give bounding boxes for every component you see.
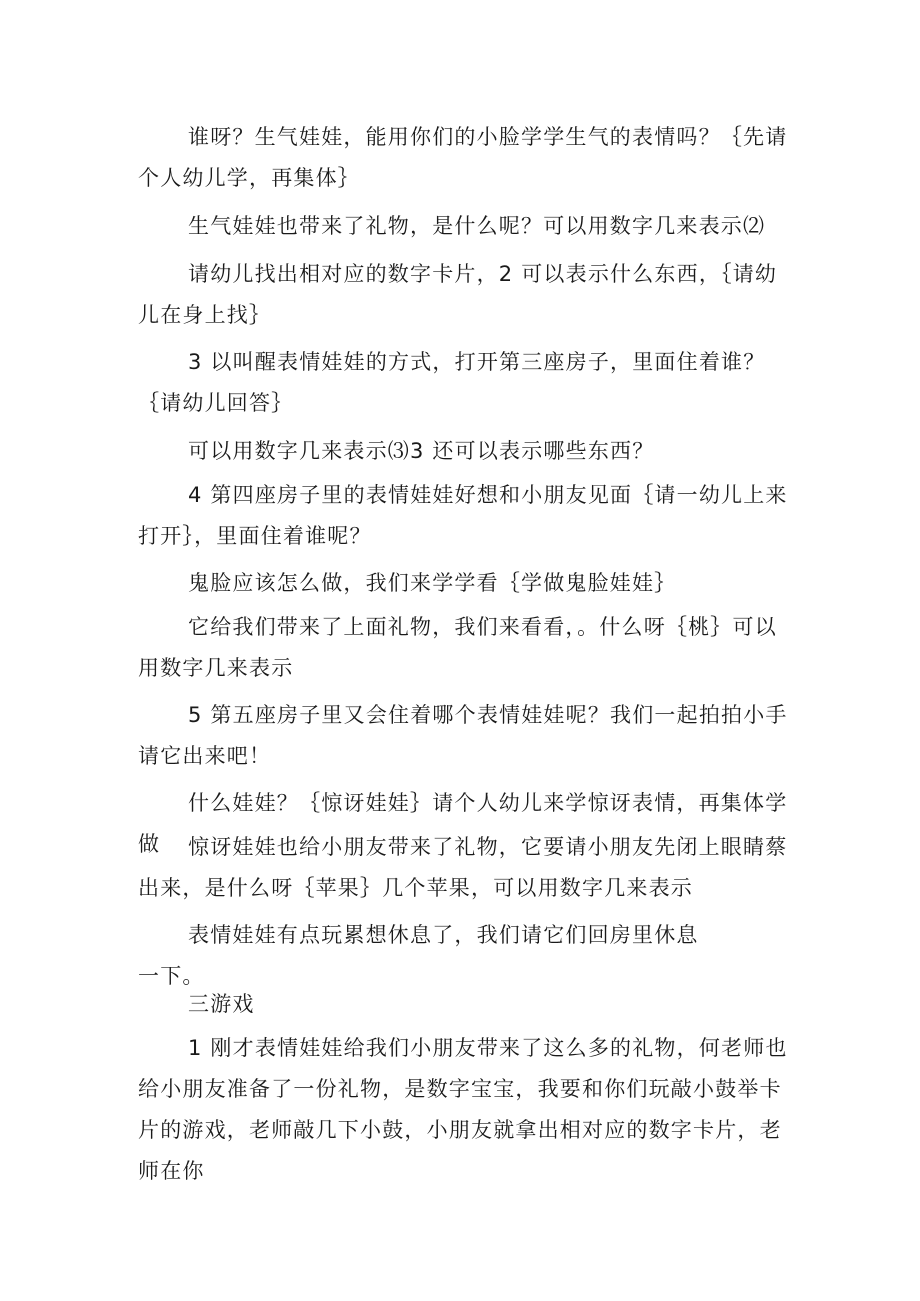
paragraph: 生气娃娃也带来了礼物，是什么呢？可以用数字几来表示⑵ — [188, 214, 766, 238]
paragraph: 什么娃娃？｛惊讶娃娃｝请个人幼儿来学惊讶表情，再集体学做 — [138, 791, 788, 856]
paragraph: 可以用数字几来表示⑶3 还可以表示哪些东西？ — [188, 439, 655, 463]
section-heading: 三游戏 — [188, 992, 255, 1016]
paragraph: 请幼儿找出相对应的数字卡片，2 可以表示什么东西，｛请幼儿在身上找｝ — [138, 262, 778, 327]
paragraph: 惊讶娃娃也给小朋友带来了礼物，它要请小朋友先闭上眼睛蔡出来，是什么呀｛苹果｝几个苹果，可以用数字几来表示 — [138, 835, 788, 900]
paragraph: 5 第五座房子里又会住着哪个表情娃娃呢？我们一起拍拍小手请它出来吧！ — [138, 703, 788, 768]
paragraph: 4 第四座房子里的表情娃娃好想和小朋友见面｛请一幼儿上来打开｝，里面住着谁呢？ — [138, 483, 788, 548]
paragraph: 谁呀？生气娃娃，能用你们的小脸学学生气的表情吗？｛先请个人幼儿学，再集体｝ — [138, 125, 788, 190]
paragraph: 鬼脸应该怎么做，我们来学学看｛学做鬼脸娃娃｝ — [188, 571, 677, 595]
paragraph: 1 刚才表情娃娃给我们小朋友带来了这么多的礼物，何老师也给小朋友准备了一份礼物，是数字宝宝，我要和你们玩敲小鼓举卡片的游戏，老师敲几下小鼓，小朋友就拿出相对应的数字卡片，老师在你 — [138, 1036, 788, 1183]
paragraph: 3 以叫醒表情娃娃的方式，打开第三座房子，里面住着谁？｛请幼儿回答｝ — [138, 350, 766, 415]
paragraph: 它给我们带来了上面礼物，我们来看看，。什么呀｛桃｝可以用数字几来表示 — [138, 615, 777, 680]
paragraph: 表情娃娃有点玩累想休息了，我们请它们回房里休息一下。 — [138, 923, 699, 988]
